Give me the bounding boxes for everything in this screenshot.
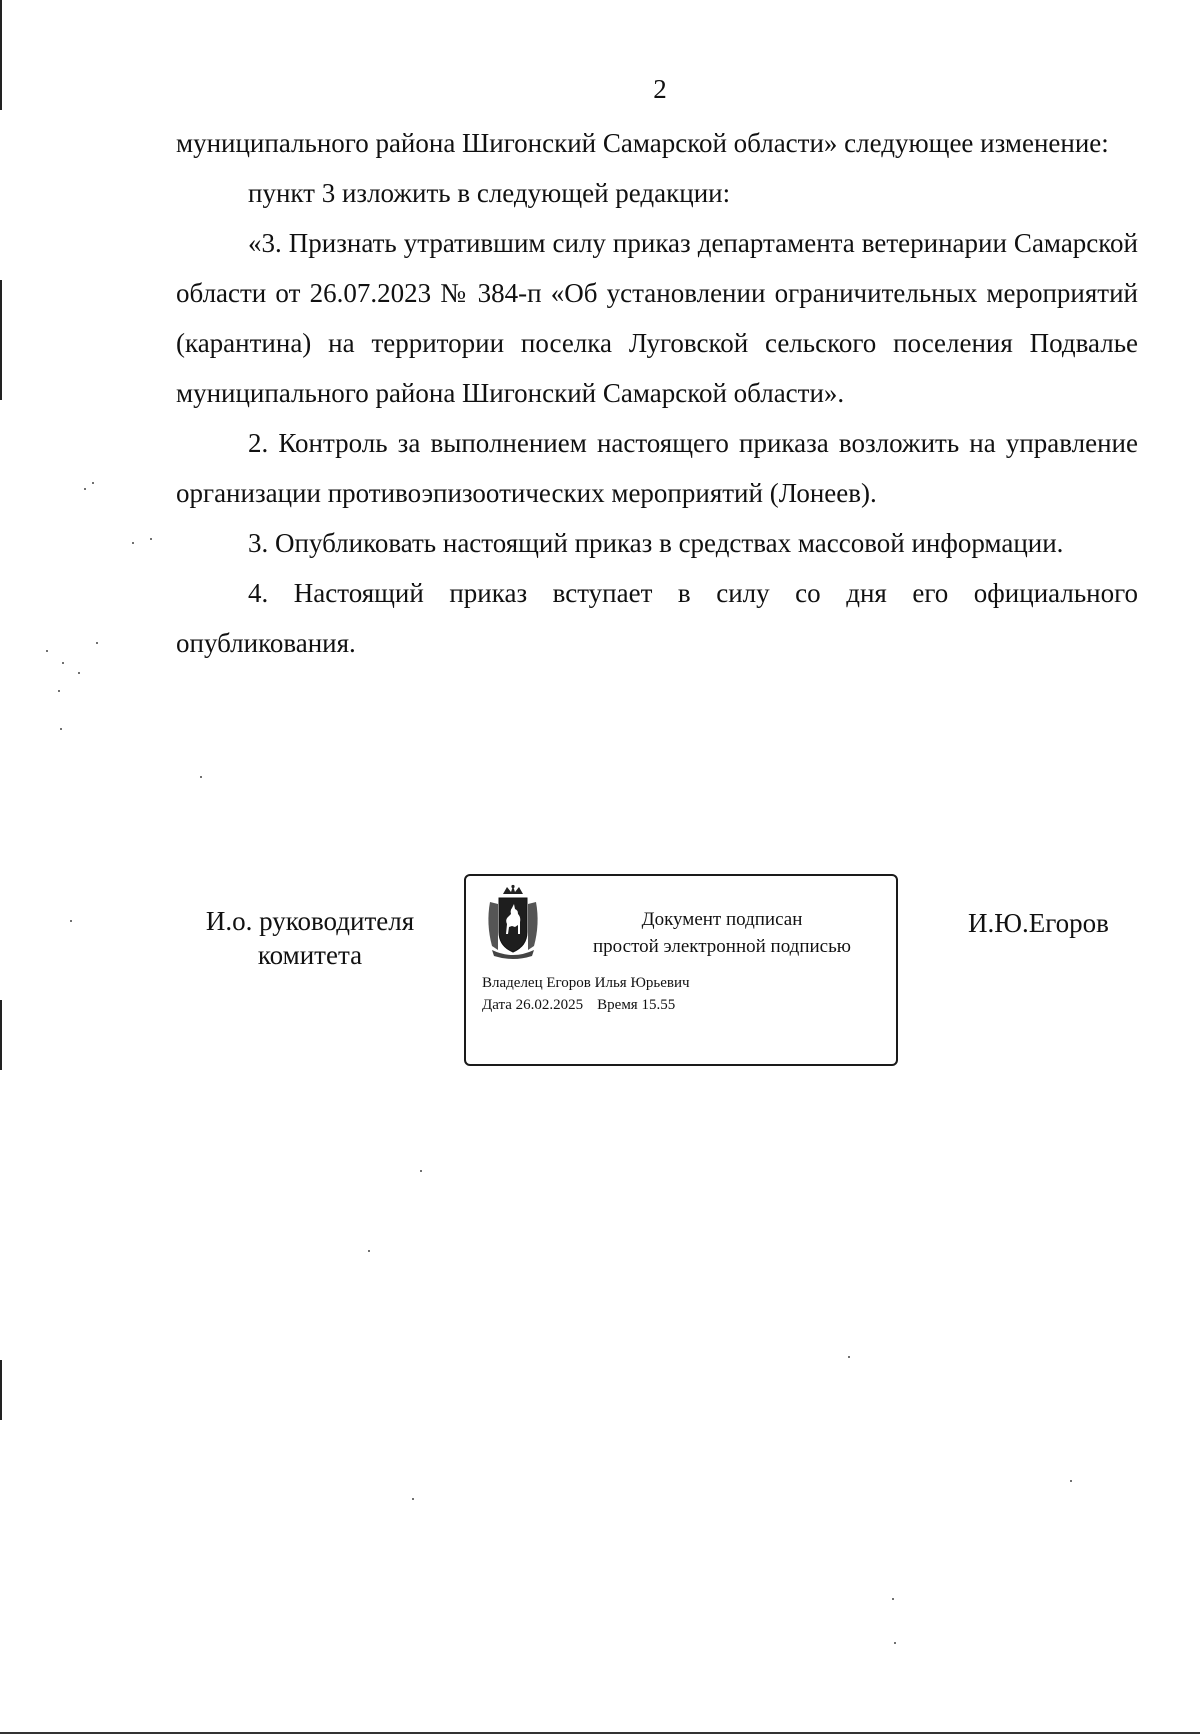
page-number: 2: [653, 74, 667, 104]
signer-name: И.Ю.Егоров: [968, 908, 1109, 938]
scan-edge-left-3: [0, 1000, 2, 1070]
scan-edge-left-1: [0, 0, 2, 110]
paragraph-amendment-text: «3. Признать утратившим силу приказ департамента ветеринарии Самарской области от 26.07.2023 № 384-п «Об установлении ограничительных мероприятий (карантина) на территории поселка Луговской сельского поселения Подвалье муниципального района Шигонский Самарской области».: [176, 228, 1138, 408]
document-body: [176, 118, 1138, 668]
scan-speck: [200, 776, 202, 778]
scan-speck: [420, 1170, 422, 1172]
scan-speck: [84, 488, 86, 490]
scan-speck: [412, 1498, 414, 1500]
coat-of-arms-icon: [484, 884, 542, 960]
scan-speck: [1070, 1480, 1072, 1482]
paragraph-item-4: 4. Настоящий приказ вступает в силу со дня его официального опубликования.: [176, 578, 1138, 658]
signer-title-line2: комитета: [257, 940, 363, 970]
scan-speck: [892, 1598, 894, 1600]
scan-speck: [78, 672, 80, 674]
scan-speck: [96, 642, 98, 644]
paragraph-continuation: муниципального района Шигонский Самарской области» следующее изменение:: [176, 128, 1109, 158]
stamp-date-time: [482, 994, 690, 1016]
scan-speck: [58, 690, 60, 692]
scan-speck: [848, 1356, 850, 1358]
paragraph-item-2: 2. Контроль за выполнением настоящего приказа возложить на управление организации противоэпизоотических мероприятий (Лонеев).: [176, 428, 1138, 508]
scan-speck: [132, 542, 134, 544]
scan-speck: [368, 1250, 370, 1252]
scan-speck: [894, 1642, 896, 1644]
stamp-owner: Владелец Егоров Илья Юрьевич: [482, 975, 690, 991]
stamp-time: Время 15.55: [597, 997, 676, 1013]
signer-title-line1: И.о. руководителя: [205, 906, 415, 936]
paragraph-amendment-intro: пункт 3 изложить в следующей редакции:: [248, 178, 731, 208]
scan-edge-left-4: [0, 1360, 2, 1420]
scan-edge-left-2: [0, 280, 2, 400]
signer-title: [190, 904, 430, 972]
scan-speck: [70, 920, 72, 922]
scan-speck: [62, 662, 64, 664]
paragraph-item-3: 3. Опубликовать настоящий приказ в средствах массовой информации.: [248, 528, 1064, 558]
stamp-date: Дата 26.02.2025: [482, 997, 584, 1013]
stamp-heading-line2: простой электронной подписью: [593, 936, 851, 957]
electronic-signature-stamp: [464, 874, 898, 1066]
scan-speck: [60, 728, 62, 730]
scan-speck: [46, 650, 48, 652]
scan-speck: [92, 482, 94, 484]
scan-edge-bottom: [0, 1732, 1200, 1734]
stamp-heading: [562, 906, 882, 960]
stamp-details: [482, 972, 690, 1016]
stamp-heading-line1: Документ подписан: [641, 909, 803, 930]
scan-speck: [150, 538, 152, 540]
